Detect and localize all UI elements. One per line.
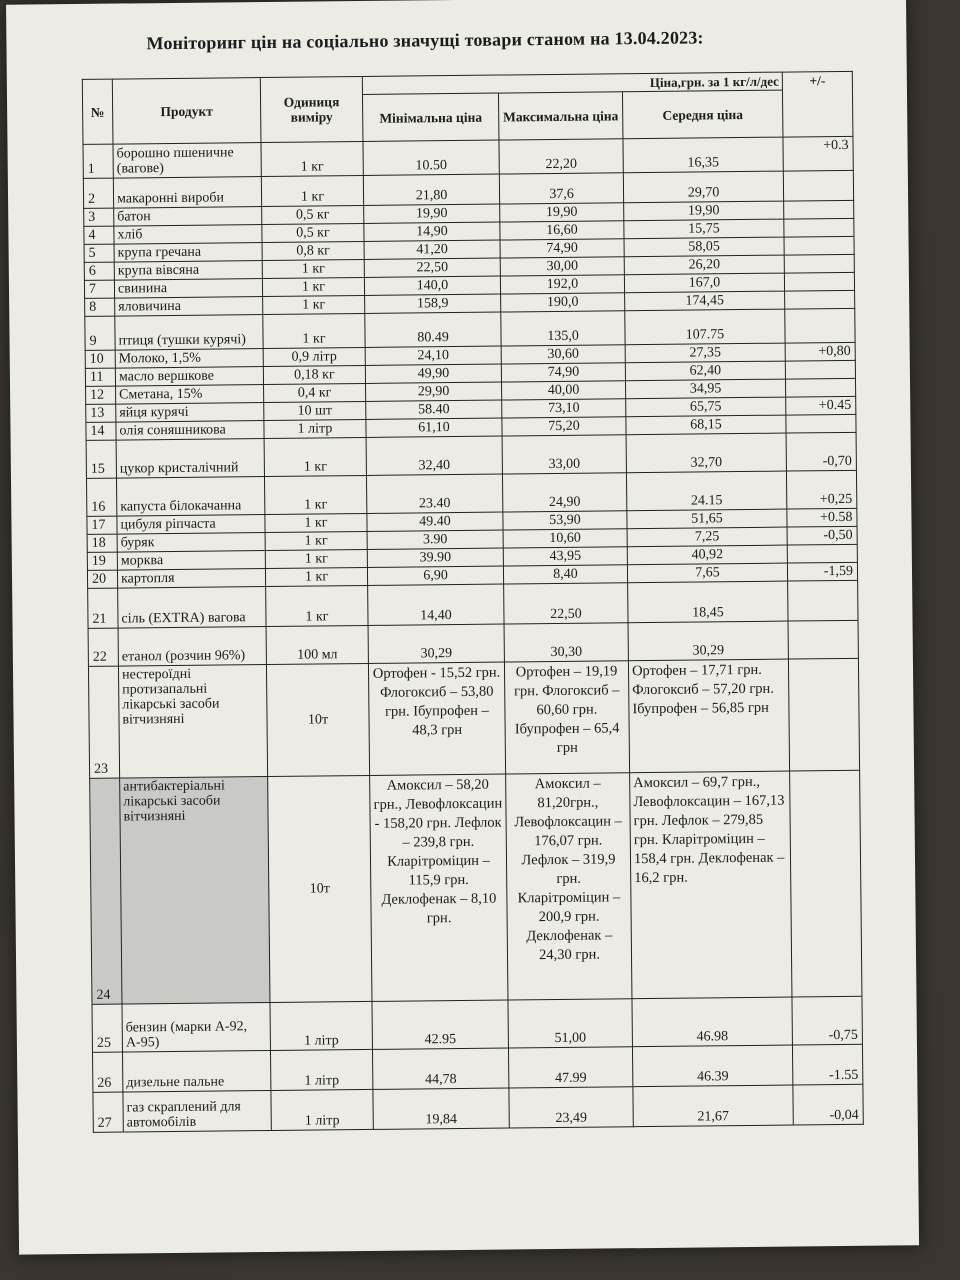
unit-cell: 1 кг bbox=[266, 585, 368, 626]
min-price-cell: 10.50 bbox=[363, 140, 499, 175]
row-number: 19 bbox=[87, 552, 117, 570]
row-number: 17 bbox=[87, 516, 117, 534]
min-price-cell: 49,90 bbox=[365, 364, 501, 383]
unit-cell: 1 літр bbox=[270, 1001, 372, 1050]
change-cell: -0,70 bbox=[786, 432, 856, 471]
row-number: 5 bbox=[84, 244, 114, 262]
avg-price-cell: Ортофен – 17,71 грн. Флогоксиб – 57,20 грн. Ібупрофен – 56,85 грн bbox=[628, 659, 789, 773]
change-cell bbox=[786, 378, 856, 397]
max-price-cell: 22,50 bbox=[504, 583, 628, 624]
max-price-cell: 19,90 bbox=[500, 203, 624, 222]
unit-cell: 0,9 літр bbox=[263, 347, 365, 366]
col-header-avg: Середня ціна bbox=[622, 90, 782, 139]
change-cell: +0.3 bbox=[783, 136, 853, 171]
product-name: морква bbox=[117, 551, 265, 571]
min-price-cell: 41,20 bbox=[364, 240, 500, 259]
avg-price-cell: 174,45 bbox=[625, 291, 785, 311]
avg-price-cell: 40,92 bbox=[627, 545, 787, 565]
col-header-change: +/- bbox=[782, 71, 853, 137]
avg-price-cell: 46.39 bbox=[632, 1045, 792, 1087]
col-header-unit: Одиниця виміру bbox=[260, 76, 363, 142]
unit-cell: 0,5 кг bbox=[262, 223, 364, 242]
avg-price-cell: 26,20 bbox=[624, 255, 784, 275]
unit-cell: 0,18 кг bbox=[263, 365, 365, 384]
unit-cell: 1 кг bbox=[261, 141, 363, 176]
product-name: етанол (розчин 96%) bbox=[118, 627, 266, 667]
change-cell bbox=[784, 218, 854, 237]
change-cell bbox=[784, 200, 854, 219]
max-price-cell: 135,0 bbox=[501, 311, 625, 346]
min-price-cell: 39.90 bbox=[367, 548, 503, 567]
product-name: Молоко, 1,5% bbox=[115, 349, 263, 369]
change-cell: -0,75 bbox=[792, 996, 862, 1045]
product-name: антибактеріальні лікарські засоби вітчизняні bbox=[120, 777, 270, 1005]
max-price-cell: 37,6 bbox=[499, 173, 623, 204]
row-number: 10 bbox=[85, 350, 115, 368]
unit-cell: 1 кг bbox=[262, 259, 364, 278]
table-row bbox=[93, 1084, 863, 1132]
product-name: газ скраплений для автомобілів bbox=[123, 1090, 271, 1132]
table-row bbox=[90, 770, 862, 1004]
change-cell bbox=[783, 170, 853, 201]
min-price-cell: 158,9 bbox=[365, 294, 501, 313]
min-price-cell: 80.49 bbox=[365, 312, 501, 347]
row-number: 26 bbox=[93, 1052, 123, 1092]
avg-price-cell: 65,75 bbox=[626, 397, 786, 417]
unit-cell: 100 мл bbox=[266, 625, 368, 664]
change-cell: -1.55 bbox=[792, 1044, 862, 1085]
product-name: сіль (EXTRA) вагова bbox=[118, 587, 266, 629]
max-price-cell: 16,60 bbox=[500, 221, 624, 240]
max-price-cell: 24,90 bbox=[502, 473, 626, 512]
avg-price-cell: 32,70 bbox=[626, 433, 786, 473]
change-cell bbox=[784, 272, 854, 291]
row-number: 23 bbox=[88, 666, 119, 778]
unit-cell: 1 кг bbox=[265, 513, 367, 532]
unit-cell: 1 кг bbox=[264, 475, 366, 514]
max-price-cell: 75,20 bbox=[502, 417, 626, 436]
col-header-price-group: Ціна,грн. за 1 кг/л/дес bbox=[362, 72, 782, 94]
unit-cell: 10т bbox=[266, 663, 369, 776]
unit-cell: 1 літр bbox=[270, 1049, 372, 1090]
avg-price-cell: 19,90 bbox=[624, 201, 784, 221]
product-name: свинина bbox=[114, 279, 262, 299]
col-header-max: Максимальна ціна bbox=[498, 92, 622, 140]
product-name: масло вершкове bbox=[115, 367, 263, 387]
unit-cell: 1 кг bbox=[265, 549, 367, 568]
row-number: 7 bbox=[84, 280, 114, 298]
avg-price-cell: 167,0 bbox=[624, 273, 784, 293]
page-title: Моніторинг цін на соціально значущі товари станом на 13.04.2023: bbox=[146, 27, 704, 54]
max-price-cell: 10,60 bbox=[503, 529, 627, 548]
unit-cell: 1 кг bbox=[265, 531, 367, 550]
avg-price-cell: 34,95 bbox=[625, 379, 785, 399]
col-header-product: Продукт bbox=[112, 78, 261, 145]
change-cell bbox=[785, 360, 855, 379]
min-price-cell: Амоксил – 58,20 грн., Левофлоксацин - 158,20 грн. Лефлок – 239,8 грн. Кларітроміцин – 115,9 грн. Деклофенак – 8,10 грн. bbox=[370, 774, 508, 1001]
product-name: борошно пшеничне (вагове) bbox=[113, 143, 261, 179]
unit-cell: 1 кг bbox=[263, 313, 365, 348]
min-price-cell: 6,90 bbox=[367, 566, 503, 585]
row-number: 6 bbox=[84, 262, 114, 280]
change-cell: -0,50 bbox=[787, 526, 857, 545]
product-name: буряк bbox=[117, 533, 265, 553]
change-cell: -1,59 bbox=[787, 562, 857, 581]
row-number: 12 bbox=[86, 386, 116, 404]
change-cell bbox=[785, 308, 855, 343]
avg-price-cell: 7,25 bbox=[627, 527, 787, 547]
product-name: хліб bbox=[114, 225, 262, 245]
unit-cell: 1 кг bbox=[262, 277, 364, 296]
document-sheet bbox=[6, 0, 919, 1255]
change-cell bbox=[786, 414, 856, 433]
unit-cell: 1 кг bbox=[264, 437, 366, 476]
change-cell bbox=[788, 580, 858, 621]
change-cell bbox=[788, 620, 858, 659]
row-number: 13 bbox=[86, 404, 116, 422]
avg-price-cell: 7,65 bbox=[627, 563, 787, 583]
row-number: 24 bbox=[90, 778, 122, 1004]
product-name: цибуля ріпчаста bbox=[117, 515, 265, 535]
change-cell: +0,25 bbox=[786, 470, 856, 509]
max-price-cell: 47.99 bbox=[508, 1047, 632, 1088]
max-price-cell: 192,0 bbox=[500, 275, 624, 294]
change-cell: +0,80 bbox=[785, 342, 855, 361]
avg-price-cell: 107.75 bbox=[625, 309, 785, 345]
min-price-cell: 29,90 bbox=[366, 382, 502, 401]
change-cell bbox=[784, 236, 854, 255]
row-number: 27 bbox=[93, 1092, 123, 1132]
price-table-body bbox=[83, 136, 863, 1132]
max-price-cell: 73,10 bbox=[502, 399, 626, 418]
avg-price-cell: 24.15 bbox=[626, 471, 786, 511]
max-price-cell: 74,90 bbox=[501, 363, 625, 382]
row-number: 20 bbox=[87, 570, 117, 588]
max-price-cell: Ортофен – 19,19 грн. Флогоксиб – 60,60 грн. Ібупрофен – 65,4 грн bbox=[504, 661, 629, 774]
avg-price-cell: 15,75 bbox=[624, 219, 784, 239]
table-row bbox=[92, 996, 862, 1052]
product-name: нестероїдні протизапальні лікарські засоби вітчизняні bbox=[118, 665, 267, 779]
max-price-cell: 30,00 bbox=[500, 257, 624, 276]
table-row bbox=[88, 658, 859, 778]
avg-price-cell: 21,67 bbox=[633, 1085, 793, 1127]
avg-price-cell: Амоксил – 69,7 грн., Левофлоксацин – 167,13 грн. Лефлок – 279,85 грн. Кларітроміцин – 158,4 грн. Деклофенак – 16,2 грн. bbox=[630, 771, 792, 999]
min-price-cell: 19,84 bbox=[373, 1088, 509, 1129]
min-price-cell: 3.90 bbox=[367, 530, 503, 549]
min-price-cell: 14,90 bbox=[364, 222, 500, 241]
max-price-cell: 190,0 bbox=[501, 293, 625, 312]
price-table bbox=[82, 71, 864, 1133]
min-price-cell: 14,40 bbox=[368, 584, 504, 625]
row-number: 21 bbox=[88, 588, 118, 628]
col-header-min: Мінімальна ціна bbox=[362, 93, 498, 141]
max-price-cell: 74,90 bbox=[500, 239, 624, 258]
max-price-cell: Амоксил – 81,20грн., Левофлоксацин – 176,07 грн. Лефлок – 319,9 грн. Кларітроміцин – 200,9 грн. Деклофенак – 24,30 грн. bbox=[506, 773, 632, 1000]
change-cell: +0.58 bbox=[787, 508, 857, 527]
min-price-cell: 19,90 bbox=[364, 204, 500, 223]
min-price-cell: 61,10 bbox=[366, 418, 502, 437]
row-number: 14 bbox=[86, 422, 116, 440]
change-cell bbox=[785, 290, 855, 309]
min-price-cell: Ортофен - 15,52 грн. Флогоксиб – 53,80 грн. Ібупрофен – 48,3 грн bbox=[368, 662, 505, 775]
min-price-cell: 44,78 bbox=[372, 1048, 508, 1089]
product-name: крупа гречана bbox=[114, 243, 262, 263]
min-price-cell: 42.95 bbox=[372, 1000, 508, 1049]
product-name: яловичина bbox=[115, 297, 263, 317]
avg-price-cell: 18,45 bbox=[628, 581, 788, 623]
max-price-cell: 43,95 bbox=[503, 547, 627, 566]
max-price-cell: 23,49 bbox=[509, 1087, 633, 1128]
avg-price-cell: 62,40 bbox=[625, 361, 785, 381]
product-name: картопля bbox=[117, 569, 265, 589]
avg-price-cell: 46.98 bbox=[632, 997, 793, 1047]
row-number: 22 bbox=[88, 628, 118, 666]
row-number: 1 bbox=[83, 144, 113, 178]
product-name: капуста білокачанна bbox=[116, 477, 264, 517]
avg-price-cell: 58,05 bbox=[624, 237, 784, 257]
change-cell: -0,04 bbox=[793, 1084, 863, 1125]
row-number: 9 bbox=[85, 316, 115, 350]
product-name: птиця (тушки курячі) bbox=[115, 315, 263, 351]
product-name: цукор кристалічний bbox=[116, 439, 264, 479]
min-price-cell: 22,50 bbox=[364, 258, 500, 277]
max-price-cell: 51,00 bbox=[508, 999, 632, 1048]
row-number: 16 bbox=[86, 478, 116, 516]
max-price-cell: 30,60 bbox=[501, 345, 625, 364]
unit-cell: 1 літр bbox=[264, 419, 366, 438]
min-price-cell: 30,29 bbox=[368, 624, 504, 663]
max-price-cell: 40,00 bbox=[502, 381, 626, 400]
unit-cell: 0,4 кг bbox=[264, 383, 366, 402]
unit-cell: 1 кг bbox=[261, 175, 363, 206]
product-name: яйця курячі bbox=[116, 403, 264, 423]
row-number: 25 bbox=[92, 1004, 123, 1052]
avg-price-cell: 27,35 bbox=[625, 343, 785, 363]
max-price-cell: 53,90 bbox=[503, 511, 627, 530]
change-cell bbox=[788, 658, 859, 771]
max-price-cell: 8,40 bbox=[503, 565, 627, 584]
avg-price-cell: 29,70 bbox=[623, 171, 783, 203]
row-number: 4 bbox=[84, 226, 114, 244]
col-header-num: № bbox=[82, 79, 113, 144]
min-price-cell: 21,80 bbox=[363, 174, 499, 205]
max-price-cell: 33,00 bbox=[502, 435, 626, 474]
product-name: крупа вівсяна bbox=[114, 261, 262, 281]
unit-cell: 1 кг bbox=[263, 295, 365, 314]
unit-cell: 1 кг bbox=[265, 567, 367, 586]
avg-price-cell: 68,15 bbox=[626, 415, 786, 435]
product-name: Сметана, 15% bbox=[116, 385, 264, 405]
change-cell bbox=[790, 770, 862, 997]
change-cell bbox=[787, 544, 857, 563]
min-price-cell: 140,0 bbox=[364, 276, 500, 295]
row-number: 2 bbox=[83, 178, 113, 208]
min-price-cell: 49.40 bbox=[367, 512, 503, 531]
row-number: 3 bbox=[84, 208, 114, 226]
unit-cell: 1 літр bbox=[271, 1089, 373, 1130]
max-price-cell: 30,30 bbox=[504, 623, 628, 662]
change-cell: +0.45 bbox=[786, 396, 856, 415]
product-name: макаронні вироби bbox=[113, 177, 261, 209]
min-price-cell: 58.40 bbox=[366, 400, 502, 419]
min-price-cell: 32,40 bbox=[366, 436, 502, 475]
row-number: 8 bbox=[85, 298, 115, 316]
unit-cell: 10 шт bbox=[264, 401, 366, 420]
product-name: дизельне пальне bbox=[122, 1051, 270, 1093]
row-number: 11 bbox=[85, 368, 115, 386]
min-price-cell: 24,10 bbox=[365, 346, 501, 365]
unit-cell: 0,8 кг bbox=[262, 241, 364, 260]
unit-cell: 10т bbox=[268, 775, 372, 1002]
avg-price-cell: 16,35 bbox=[623, 137, 783, 173]
product-name: батон bbox=[114, 207, 262, 227]
row-number: 15 bbox=[86, 440, 116, 478]
row-number: 18 bbox=[87, 534, 117, 552]
min-price-cell: 23.40 bbox=[366, 474, 502, 513]
change-cell bbox=[784, 254, 854, 273]
product-name: олія соняшникова bbox=[116, 421, 264, 441]
unit-cell: 0,5 кг bbox=[262, 205, 364, 224]
product-name: бензин (марки А-92, А-95) bbox=[122, 1003, 270, 1053]
avg-price-cell: 30,29 bbox=[628, 621, 788, 661]
avg-price-cell: 51,65 bbox=[627, 509, 787, 529]
max-price-cell: 22,20 bbox=[499, 139, 623, 174]
